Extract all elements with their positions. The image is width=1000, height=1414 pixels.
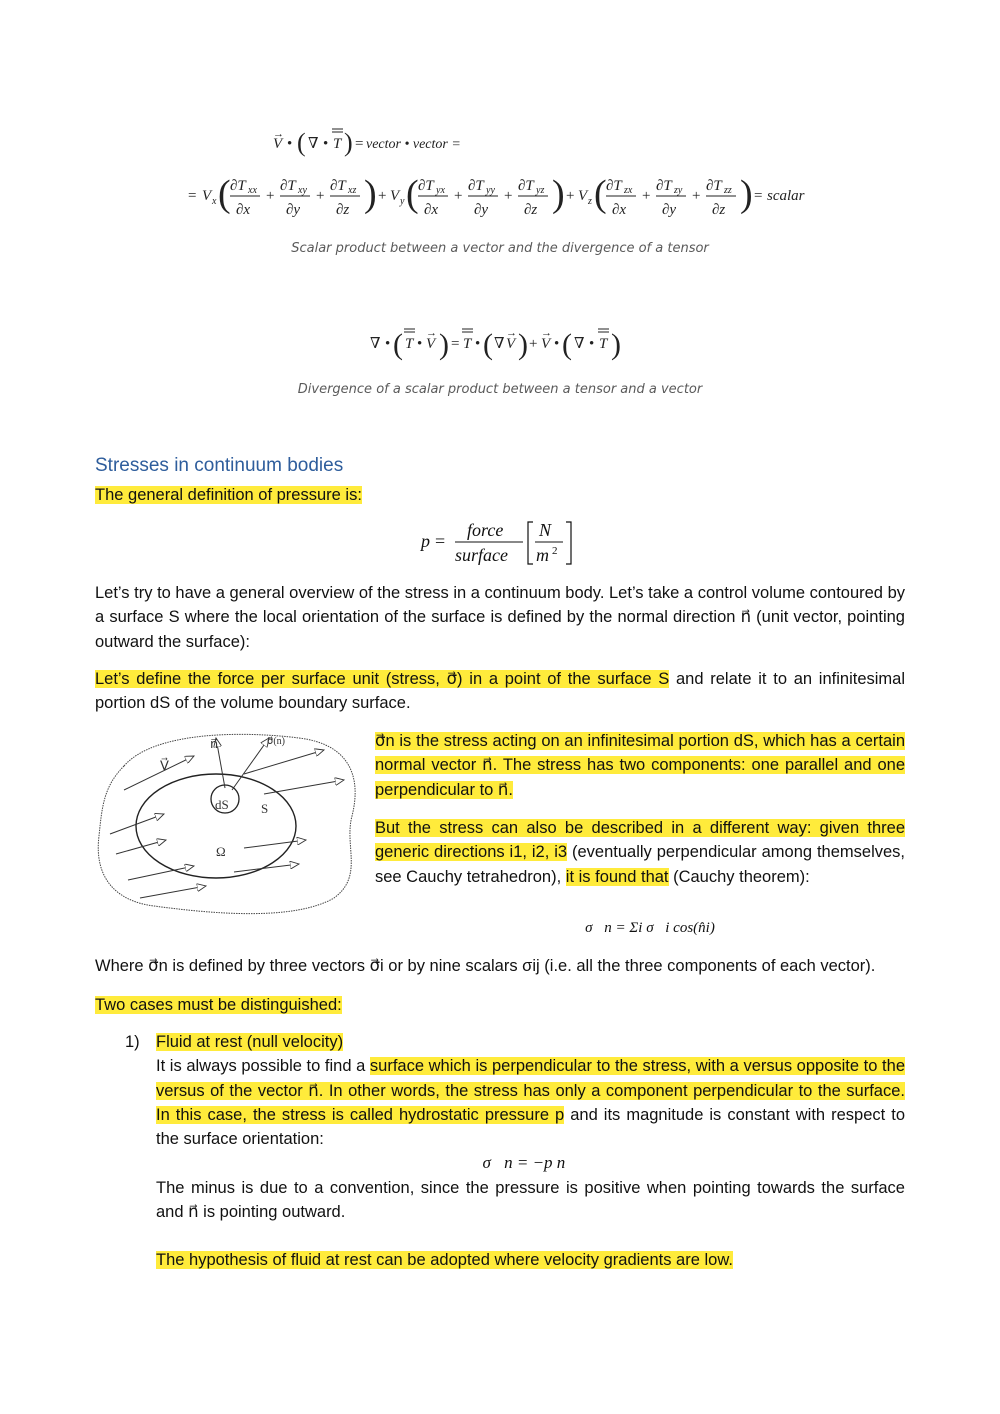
svg-text:=: = [451, 336, 460, 352]
svg-text:∂T: ∂T [706, 178, 722, 194]
svg-text:∂z: ∂z [524, 202, 538, 218]
svg-text:=: = [355, 136, 364, 152]
svg-text:∂T: ∂T [518, 178, 534, 194]
svg-text:∂z: ∂z [712, 202, 726, 218]
svg-text:V: V [506, 336, 516, 352]
svg-text:+: + [454, 188, 463, 204]
svg-text:•: • [417, 336, 423, 352]
paragraph-stress-definition [95, 667, 905, 716]
svg-text:yx: yx [436, 185, 445, 196]
formula1-caption: Scalar product between a vector and the divergence of a tensor [291, 241, 709, 256]
control-volume-diagram [94, 726, 364, 916]
svg-text:•: • [287, 136, 293, 152]
svg-text:T: T [333, 136, 342, 152]
label-stress-n: σ⃗(n) [267, 736, 285, 747]
label-normal: n⃗ [210, 736, 219, 751]
svg-text:p: p [421, 531, 430, 551]
cauchy-middle: (eventually perpendicular among themselves, see Cauchy tetrahedron), [375, 843, 905, 886]
svg-text:+: + [378, 188, 387, 204]
svg-text:+: + [504, 188, 513, 204]
svg-text:T: T [599, 336, 608, 352]
formula-divergence-tensor-vector [365, 318, 635, 368]
formula2-caption: Divergence of a scalar product between a tensor and a vector [297, 382, 703, 397]
svg-text:z: z [588, 196, 592, 207]
svg-text:(: ( [594, 173, 607, 215]
svg-text:(: ( [218, 173, 231, 215]
svg-text:T: T [405, 336, 414, 352]
svg-text:yz: yz [536, 185, 545, 196]
svg-text:m: m [536, 545, 549, 565]
svg-text:x: x [212, 196, 217, 207]
cauchy-paragraph [375, 816, 905, 889]
svg-text:•: • [589, 336, 595, 352]
svg-text:V: V [390, 188, 400, 204]
svg-text:+: + [266, 188, 275, 204]
svg-text:V: V [426, 336, 436, 352]
svg-text:vector • vector =: vector • vector = [366, 137, 461, 152]
svg-text:∂T: ∂T [230, 178, 246, 194]
svg-text:∂x: ∂x [424, 202, 439, 218]
svg-text:+: + [692, 188, 701, 204]
two-cases-text: Two cases must be distinguished: [95, 996, 342, 1014]
svg-text:xz: xz [348, 185, 357, 196]
svg-text:): ) [344, 128, 353, 157]
pressure-intro [95, 483, 905, 507]
svg-text:∇: ∇ [494, 336, 505, 352]
where-line: Where σ⃗n is defined by three vectors σ⃗i or by nine scalars σij (i.e. all the three components of each vector). [95, 957, 876, 975]
svg-text:scalar: scalar [767, 188, 805, 204]
stress-definition-rest: and relate it to an infinitesimal portion dS of the volume boundary surface. [95, 670, 905, 713]
svg-text:N: N [539, 520, 552, 540]
svg-text:(: ( [406, 173, 419, 215]
svg-text:∇: ∇ [574, 336, 585, 352]
list-body-highlight: surface which is perpendicular to the stress, with a versus opposite to the versus of the vector n⃗. In other words, the stress has only a component perpendicular to the surface. In this case, the stress is called hydrostatic pressure p [156, 1057, 905, 1124]
svg-text:(: ( [483, 328, 493, 361]
svg-text:): ) [740, 173, 753, 215]
svg-text:→: → [273, 128, 284, 140]
svg-text:zy: zy [674, 185, 683, 196]
label-omega: Ω [216, 844, 226, 859]
list-body-paragraph [156, 1054, 905, 1151]
svg-text:2: 2 [552, 545, 558, 557]
svg-text:V: V [578, 188, 588, 204]
svg-text:=: = [754, 188, 763, 204]
list-title-line [156, 1030, 905, 1054]
svg-text:): ) [364, 173, 377, 215]
stress-definition-highlight: Let’s define the force per surface unit (stress, σ⃗) in a point of the surface S [95, 670, 670, 688]
pressure-formula [415, 514, 585, 570]
svg-text:yy: yy [486, 185, 495, 196]
formula-vector-divergence-tensor [180, 118, 840, 228]
svg-text:∂T: ∂T [418, 178, 434, 194]
cauchy-highlight-2: it is found that [565, 867, 669, 886]
svg-text:∂y: ∂y [474, 202, 489, 218]
svg-text:∂y: ∂y [286, 202, 301, 218]
hydrostatic-formula: σ⃗n = −p n⃗ [482, 1153, 579, 1173]
stress-components-paragraph [375, 729, 905, 802]
svg-text:∂z: ∂z [336, 202, 350, 218]
svg-text:y: y [400, 196, 405, 207]
svg-text:T: T [463, 336, 472, 352]
two-cases-line [95, 993, 905, 1017]
svg-text:): ) [611, 328, 621, 361]
svg-text:zz: zz [724, 185, 732, 196]
list-body-start: It is always possible to find a [156, 1057, 366, 1076]
svg-text:): ) [439, 328, 449, 361]
svg-text:V: V [202, 188, 212, 204]
cauchy-highlight-1: But the stress can also be described in a different way: given three generic directions i1, i2, i3 [375, 819, 905, 862]
svg-text:+: + [642, 188, 651, 204]
paragraph-control-volume: Let’s try to have a general overview of the stress in a continuum body. Let’s take a control volume contoured by a surface S where the local orientation of the surface is defined by the normal direction n⃗ (unit vector, pointing outward the surface): [95, 584, 905, 651]
svg-text:V: V [541, 336, 551, 352]
svg-text:(: ( [297, 128, 306, 157]
svg-text:∂y: ∂y [662, 202, 677, 218]
svg-text:xx: xx [248, 185, 257, 196]
list-item [125, 1030, 905, 1273]
svg-text:•: • [475, 336, 481, 352]
svg-text:•: • [385, 336, 391, 352]
svg-text:→: → [426, 327, 437, 339]
minus-convention-text: The minus is due to a convention, since the pressure is positive when pointing towards the surface and n⃗ is pointing outward. [156, 1178, 905, 1222]
hypothesis-text: The hypothesis of fluid at rest can be adopted where velocity gradients are low. [156, 1251, 733, 1270]
section-heading: Stresses in continuum bodies [95, 455, 344, 476]
cauchy-end: (Cauchy theorem): [668, 867, 810, 886]
hypothesis-line [156, 1248, 905, 1272]
svg-text:∂T: ∂T [330, 178, 346, 194]
stress-components-text: σ⃗n is the stress acting on an infinitesimal portion dS, which has a certain normal vector n⃗. The stress has two components: one parallel and one perpendicular to n⃗. [375, 732, 905, 799]
svg-text:zx: zx [624, 185, 633, 196]
svg-text:=: = [435, 531, 446, 551]
label-s: S [261, 801, 269, 816]
list-number: 1) [125, 1033, 140, 1051]
list-title: Fluid at rest (null velocity) [156, 1033, 344, 1051]
svg-text:(: ( [393, 328, 403, 361]
pressure-intro-text: The general definition of pressure is: [95, 486, 362, 504]
svg-text:→: → [506, 327, 517, 339]
svg-text:∇: ∇ [308, 136, 319, 152]
svg-text:): ) [552, 173, 565, 215]
svg-text:surface: surface [455, 545, 508, 565]
svg-text:∂T: ∂T [280, 178, 296, 194]
svg-text:•: • [554, 336, 560, 352]
svg-text:=: = [188, 188, 197, 204]
svg-text:+: + [529, 336, 538, 352]
svg-text:∂T: ∂T [606, 178, 622, 194]
svg-text:+: + [316, 188, 325, 204]
svg-text:∂x: ∂x [612, 202, 627, 218]
svg-text:•: • [323, 136, 329, 152]
svg-text:∂x: ∂x [236, 202, 251, 218]
cauchy-formula: σ⃗n = Σi σ⃗i cos(n̂i) [585, 920, 715, 936]
svg-text:(: ( [562, 328, 572, 361]
svg-text:∂T: ∂T [468, 178, 484, 194]
svg-text:): ) [518, 328, 528, 361]
label-ds: dS [215, 797, 229, 812]
label-velocity: V⃗ [160, 758, 169, 773]
svg-text:xy: xy [298, 185, 307, 196]
svg-text:→: → [541, 327, 552, 339]
svg-text:∂T: ∂T [656, 178, 672, 194]
svg-text:V: V [273, 136, 283, 152]
svg-text:+: + [566, 188, 575, 204]
list-body-rest: and its magnitude is constant with respect to the surface orientation: [156, 1105, 905, 1149]
svg-text:force: force [467, 520, 504, 540]
control-volume-ellipse [136, 774, 296, 878]
svg-text:∇: ∇ [370, 336, 381, 352]
